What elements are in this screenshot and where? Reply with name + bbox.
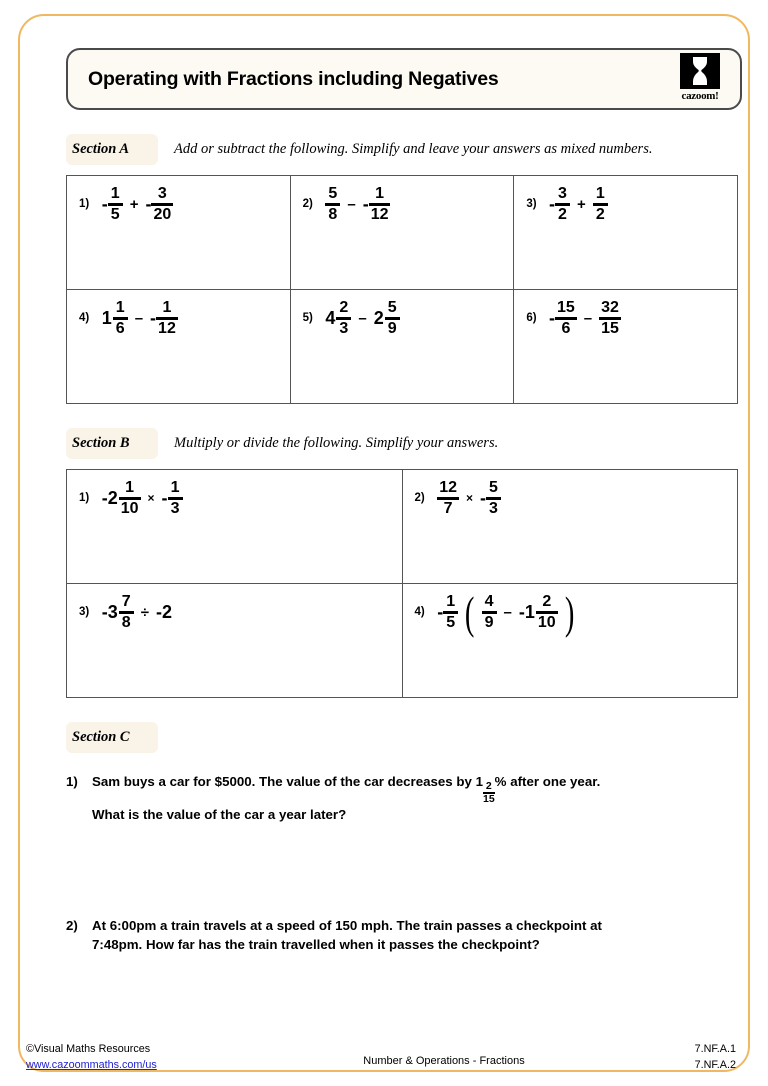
fraction: [113, 300, 128, 337]
section-c-header: [66, 720, 742, 754]
denominator: 5: [110, 205, 120, 223]
denominator: 9: [387, 319, 397, 337]
question-number: 1): [79, 492, 90, 505]
copyright-text: ©Visual Maths Resources: [26, 1043, 151, 1055]
operator-minus: –: [503, 603, 512, 621]
operator-divide: ÷: [140, 603, 149, 621]
section-a-tag: Section A: [66, 134, 158, 165]
question-expression-b3: [102, 594, 172, 631]
standard-code-2: 7.NF.A.2: [694, 1058, 736, 1071]
worksheet-content: [66, 48, 742, 954]
question-number: 2): [414, 492, 425, 505]
fraction: [443, 594, 458, 631]
cazoom-hourglass-icon: [680, 53, 720, 89]
page-footer: [26, 1042, 742, 1073]
numerator: 5: [387, 299, 397, 316]
denominator: 6: [561, 319, 571, 337]
question-expression-b2: [437, 480, 501, 517]
fraction: [369, 186, 391, 223]
fraction: [151, 186, 173, 223]
question-cell-b3[interactable]: [67, 584, 403, 698]
numerator: 1: [115, 299, 125, 316]
open-paren-icon: (: [465, 586, 475, 638]
operator-times: ×: [465, 491, 473, 506]
table-row: [67, 176, 738, 290]
word-question-line1-after: % after one year.: [494, 774, 601, 789]
numerator: 3: [157, 185, 167, 202]
numerator: 5: [328, 185, 338, 202]
word-question-line1-before: Sam buys a car for $5000. The value of the car decreases by 1: [92, 774, 483, 789]
operator-plus: +: [129, 195, 139, 213]
negative-sign: -: [437, 602, 444, 623]
question-cell-a4[interactable]: [67, 290, 291, 404]
word-question-line1: At 6:00pm a train travels at a speed of 150 mph. The train passes a checkpoint at: [92, 917, 602, 933]
question-number: 1): [79, 198, 90, 211]
footer-standards: [622, 1042, 742, 1073]
numerator: 2: [339, 299, 349, 316]
operator-plus: +: [577, 195, 586, 213]
fraction: [593, 186, 608, 223]
question-expression-a5: [325, 300, 399, 337]
negative-sign: -: [480, 488, 486, 509]
negative-sign: -: [145, 194, 152, 215]
negative-sign: -: [518, 602, 525, 623]
hourglass-shape-icon: [691, 56, 709, 86]
question-cell-a3[interactable]: [514, 176, 738, 290]
denominator: 15: [482, 793, 495, 806]
question-expression-a4: [102, 300, 178, 337]
denominator: 3: [170, 499, 180, 517]
table-row: [67, 584, 738, 698]
operator-minus: –: [347, 195, 356, 213]
whole-number: 2: [373, 308, 384, 329]
question-cell-a6[interactable]: [514, 290, 738, 404]
denominator: 8: [328, 205, 338, 223]
question-cell-a1[interactable]: [67, 176, 291, 290]
whole-number: 2: [107, 488, 118, 509]
denominator: 12: [158, 319, 176, 337]
question-expression-b1: [102, 480, 183, 517]
denominator: 15: [601, 319, 619, 337]
numerator: 1: [595, 185, 605, 202]
numerator: 5: [489, 479, 498, 496]
fraction: [385, 300, 400, 337]
numerator: 3: [558, 185, 567, 202]
negative-sign: -: [150, 308, 157, 329]
whole-number: 3: [107, 602, 118, 623]
numerator: 32: [601, 299, 619, 316]
cazoom-website-link[interactable]: www.cazoommaths.com/us: [26, 1058, 157, 1071]
negative-sign: -: [101, 194, 108, 215]
word-question-c2[interactable]: [66, 916, 742, 955]
close-paren-icon: ): [564, 586, 575, 638]
question-number: 4): [79, 312, 90, 325]
word-question-text: [92, 916, 742, 955]
negative-sign: -: [161, 488, 168, 509]
section-a-grid: [66, 175, 738, 404]
footer-topic: Number & Operations - Fractions: [363, 1055, 525, 1067]
section-b-instruction: Multiply or divide the following. Simplify your answers.: [174, 434, 499, 451]
question-expression-a3: [549, 186, 608, 223]
denominator: 8: [121, 613, 131, 631]
cazoom-logo: [674, 53, 726, 105]
negative-sign: -: [101, 488, 108, 509]
cazoom-wordmark: cazoom!: [681, 90, 719, 102]
footer-credits: [26, 1042, 266, 1073]
numerator: 1: [446, 593, 456, 610]
numerator: 1: [110, 185, 120, 202]
question-expression-a1: [102, 186, 174, 223]
whole-number: 1: [524, 602, 535, 623]
question-cell-b4[interactable]: [402, 584, 738, 698]
question-number: 3): [79, 606, 90, 619]
section-b-grid: [66, 469, 738, 698]
whole-number: 4: [325, 308, 336, 329]
fraction: [168, 480, 183, 517]
section-a-instruction: Add or subtract the following. Simplify and leave your answers as mixed numbers.: [174, 140, 653, 157]
question-cell-b1[interactable]: [67, 470, 403, 584]
whole-number: 2: [161, 602, 172, 623]
denominator: 3: [489, 499, 498, 517]
negative-sign: -: [549, 194, 555, 215]
answer-space-c1: [66, 824, 742, 898]
denominator: 6: [115, 319, 125, 337]
numerator: 15: [557, 299, 575, 316]
denominator: 20: [153, 205, 172, 223]
numerator: 7: [121, 593, 131, 610]
denominator: 10: [537, 613, 556, 631]
denominator: 10: [120, 499, 139, 517]
fraction: [437, 480, 459, 517]
word-question-c1[interactable]: [66, 772, 742, 824]
operator-minus: –: [358, 309, 367, 327]
operator-minus: –: [134, 309, 144, 327]
denominator: 2: [595, 205, 605, 223]
fraction: [336, 300, 351, 337]
question-number: 4): [414, 606, 425, 619]
fraction: [482, 594, 497, 631]
question-number: 3): [526, 198, 537, 211]
question-cell-a5[interactable]: [290, 290, 514, 404]
negative-sign: -: [362, 194, 369, 215]
numerator: 1: [125, 479, 135, 496]
fraction: [325, 186, 340, 223]
section-a-header: [66, 132, 742, 166]
whole-number: 1: [101, 308, 112, 329]
standard-code-1: 7.NF.A.1: [694, 1043, 736, 1055]
question-expression-a6: [549, 300, 621, 337]
negative-sign: -: [101, 602, 108, 623]
section-b-header: [66, 426, 742, 460]
table-row: [67, 470, 738, 584]
inline-fraction: [483, 781, 495, 805]
denominator: 5: [446, 613, 456, 631]
word-question-line2: 7:48pm. How far has the train travelled when it passes the checkpoint?: [92, 937, 540, 953]
section-b-tag: Section B: [66, 428, 158, 459]
section-c-tag: Section C: [66, 722, 158, 753]
fraction: [536, 594, 558, 631]
question-expression-a2: [325, 186, 390, 223]
fraction: [486, 480, 501, 517]
fraction: [555, 300, 577, 337]
question-expression-b4: [437, 586, 581, 638]
fraction: [108, 186, 123, 223]
numerator: 4: [484, 593, 494, 610]
numerator: 2: [542, 593, 552, 610]
numerator: 1: [375, 185, 385, 202]
question-number: 6): [526, 312, 537, 325]
question-cell-a2[interactable]: [290, 176, 514, 290]
fraction: [119, 594, 134, 631]
title-bar: [66, 48, 742, 110]
question-number: 5): [302, 312, 313, 325]
page-frame: [18, 14, 750, 1072]
numerator: 1: [162, 299, 172, 316]
negative-sign: -: [155, 602, 162, 623]
numerator: 12: [439, 479, 457, 496]
fraction: [599, 300, 621, 337]
fraction: [119, 480, 141, 517]
operator-times: ×: [147, 491, 155, 506]
operator-minus: –: [583, 309, 593, 327]
denominator: 12: [370, 205, 389, 223]
numerator: 1: [170, 479, 180, 496]
fraction: [555, 186, 570, 223]
word-question-text: [92, 772, 742, 824]
question-number: 1): [66, 774, 78, 789]
page-title: Operating with Fractions including Negatives: [88, 67, 499, 90]
denominator: 2: [558, 205, 567, 223]
denominator: 3: [339, 319, 349, 337]
fraction: [156, 300, 178, 337]
question-cell-b2[interactable]: [402, 470, 738, 584]
word-question-line2: What is the value of the car a year later?: [92, 806, 347, 822]
denominator: 7: [443, 499, 453, 517]
denominator: 9: [484, 613, 494, 631]
question-number: 2): [66, 917, 78, 933]
question-number: 2): [302, 198, 313, 211]
negative-sign: -: [549, 308, 555, 329]
table-row: [67, 290, 738, 404]
numerator: 2: [485, 780, 492, 792]
